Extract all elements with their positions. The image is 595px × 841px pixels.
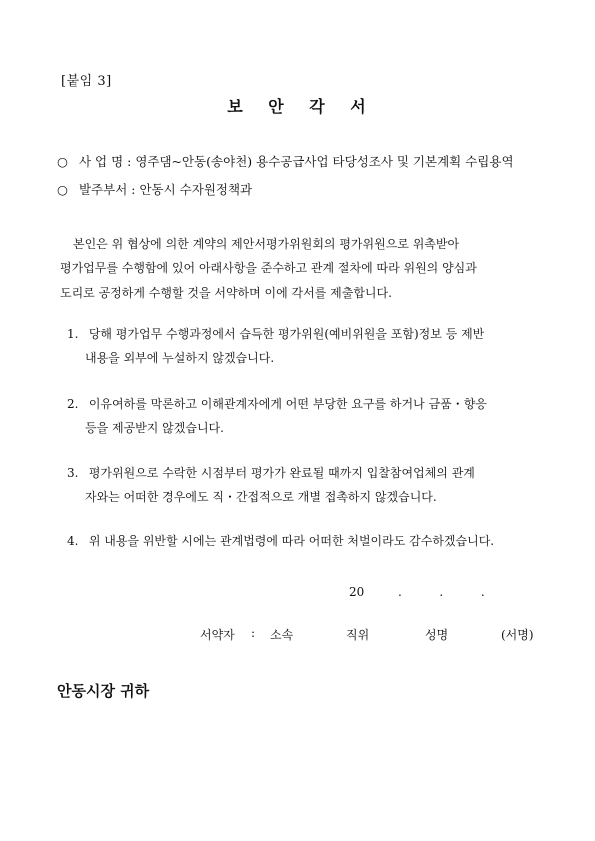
intro-line-3: 도리로 공정하게 수행할 것을 서약하며 이에 각서를 제출합니다.: [60, 286, 392, 300]
name-label: 성명: [425, 628, 449, 642]
item-text: 위 내용을 위반할 시에는 관계법령에 따라 어떠한 처벌이라도 감수하겠습니다.: [88, 534, 495, 548]
pledge-item-1-cont: 내용을 외부에 누설하지 않겠습니다.: [85, 351, 275, 365]
item-number: 4.: [67, 534, 79, 548]
signer-colon: :: [251, 626, 256, 640]
affiliation-label: 소속: [270, 628, 294, 642]
pledge-item-2: [67, 395, 487, 412]
date-dot-day: .: [439, 585, 444, 599]
item-number: 2.: [67, 397, 79, 411]
circle-bullet-icon: ○: [57, 182, 68, 197]
department-label: 발주부서 :: [78, 182, 136, 197]
department-value: 안동시 수자원정책과: [139, 182, 253, 197]
signer-label: 서약자: [200, 628, 235, 642]
date-year: 20: [349, 585, 365, 599]
circle-bullet-icon: ○: [57, 154, 68, 169]
attachment-label: [붙임 3]: [61, 74, 112, 89]
pledge-item-3: [67, 464, 475, 481]
date-dot-end: .: [480, 585, 485, 599]
date-line: [349, 585, 485, 599]
project-name-value: 영주댐~안동(송야천) 용수공급사업 타당성조사 및 기본계획 수립용역: [135, 154, 514, 169]
pledge-item-1: [67, 325, 484, 342]
intro-line-2: 평가업무를 수행함에 있어 아래사항을 준수하고 관계 절차에 따라 위원의 양심과: [60, 261, 477, 275]
pledge-item-4: [67, 532, 494, 549]
item-number: 1.: [67, 327, 79, 341]
pledge-item-3-cont: 자와는 어떠한 경우에도 직・간접적으로 개별 접촉하지 않겠습니다.: [85, 490, 437, 504]
date-dot-month: .: [397, 585, 402, 599]
addressee: 안동시장 귀하: [57, 682, 150, 700]
document-title: 보 안 각 서: [227, 97, 376, 116]
item-text: 이유여하를 막론하고 이해관계자에게 어떤 부당한 요구를 하거나 금품・향응: [88, 397, 487, 411]
department-info-row: [57, 180, 252, 198]
position-label: 직위: [346, 628, 370, 642]
item-text: 평가위원으로 수락한 시점부터 평가가 완료될 때까지 입찰참여업체의 관계: [88, 466, 475, 480]
pledge-item-2-cont: 등을 제공받지 않겠습니다.: [85, 421, 224, 435]
item-number: 3.: [67, 466, 79, 480]
project-info-row: [57, 152, 514, 170]
project-name-label: 사 업 명 :: [78, 154, 132, 169]
intro-line-1: 본인은 위 협상에 의한 계약의 제안서평가위원회의 평가위원으로 위촉받아: [73, 237, 460, 251]
item-text: 당해 평가업무 수행과정에서 습득한 평가위원(예비위원을 포함)정보 등 제반: [88, 327, 485, 341]
signature-mark: (서명): [501, 628, 534, 642]
